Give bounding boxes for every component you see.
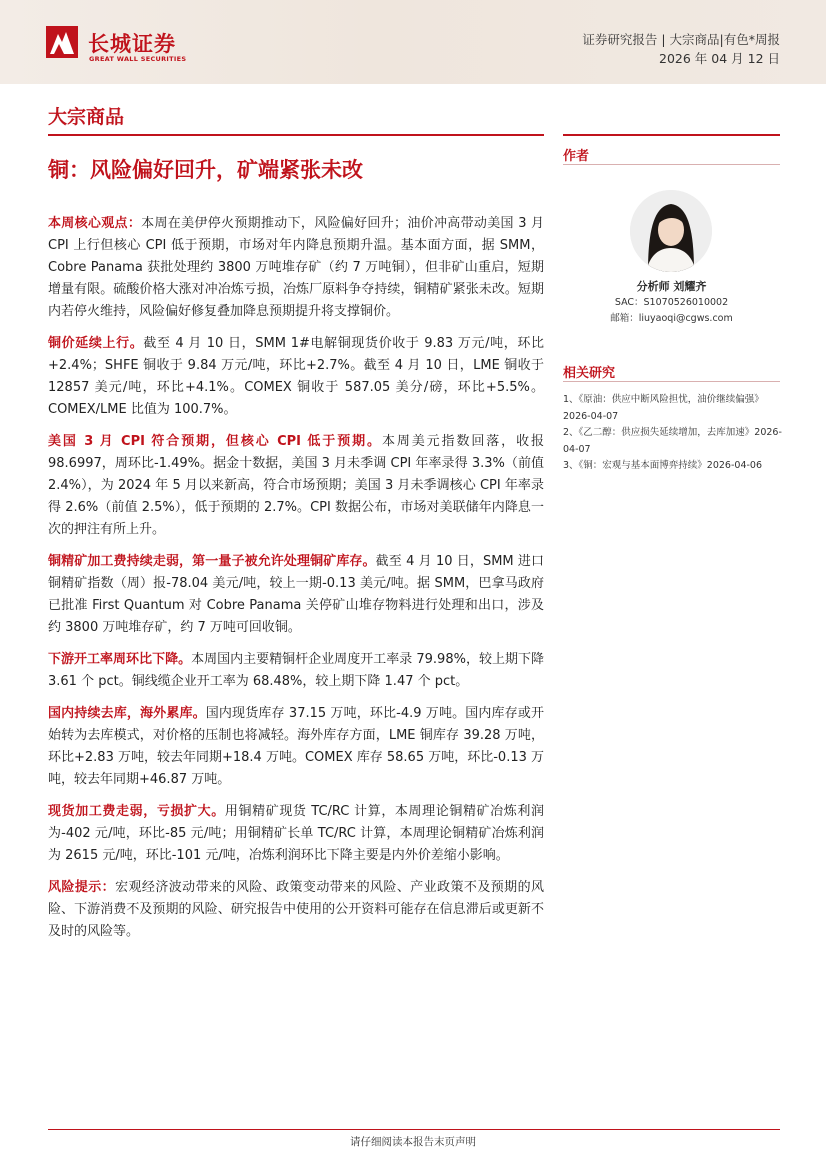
paragraph-downstream [48,649,544,693]
brand-name-en: GREAT WALL SECURITIES [89,55,187,63]
para-heading: 下游开工率周环比下降。 [48,652,192,667]
analyst-portrait-icon [630,190,712,272]
para-text: 本周在美伊停火预期推动下，风险偏好回升；油价冲高带动美国 3 月 CPI 上行但核心 CPI 低于预期，市场对年内降息预期升温。基本面方面，据 SMM，Cobre Panama 获批处理约 3800 万吨堆存矿（约 7 万吨铜），但非矿山重启，短期增量有限。硫酸价格大涨对冲冶炼亏损，冶炼厂原料争夺持续，铜精矿紧张未改。短期内若停火维持，风险偏好修复叠加降息预期提升将支撑铜价。 [48,216,544,319]
main-divider [48,134,544,136]
para-text: 截至 4 月 10 日，SMM 进口铜精矿指数（周）报-78.04 美元/吨，较上一期-0.13 美元/吨。据 SMM，巴拿马政府已批准 First Quantum 对 Cobre Panama 关停矿山堆存物料进行处理和出口，涉及约 3800 万吨堆存矿，约 7 万吨可回收铜。 [48,554,544,635]
sidebar-divider [563,134,780,136]
author-heading: 作者 [563,149,590,164]
report-title: 铜：风险偏好回升，矿端紧张未改 [48,158,363,182]
analyst-email[interactable]: 邮箱：liuyaoqi@cgws.com [610,313,733,324]
related-item[interactable]: 2、《乙二醇：供应损失延续增加，去库加速》2026-04-07 [563,427,782,455]
para-text: 国内现货库存 37.15 万吨，环比-4.9 万吨。国内库存或开始转为去库模式，对价格的压制也将减轻。海外库存方面，LME 铜库存 39.28 万吨，环比+2.83 万吨，较去年同期+18.4 万吨。COMEX 库存 58.65 万吨，环比-0.13 万吨，较去年同期+46.87 万吨。 [48,706,544,787]
para-heading: 铜价延续上行。 [48,336,144,351]
analyst-sac: SAC：S1070526010002 [614,297,729,308]
para-heading: 美国 3 月 CPI 符合预期，但核心 CPI 低于预期。 [48,434,382,449]
related-heading: 相关研究 [563,366,616,381]
para-heading: 国内持续去库，海外累库。 [48,706,206,721]
report-date: 2026 年 04 月 12 日 [659,51,780,66]
para-text: 宏观经济波动带来的风险、政策变动带来的风险、产业政策不及预期的风险、下游消费不及预期的风险、研究报告中使用的公开资料可能存在信息滞后或更新不及时的风险等。 [48,880,544,939]
paragraph-risk [48,877,544,943]
analyst-photo [630,190,712,272]
paragraph-inventory [48,703,544,791]
para-heading: 铜精矿加工费持续走弱，第一量子被允许处理铜矿库存。 [48,554,376,569]
para-text: 本周美元指数回落，收报 98.6997，周环比-1.49%。据金十数据，美国 3 月未季调 CPI 年率录得 3.3%（前值 2.4%），为 2024 年 5 月以来新高，符合市场预期；美国 3 月未季调核心 CPI 年率录得 2.6%（前值 2.5%），低于预期的 2.7%。CPI 数据公布，市场对美联储年内降息一次的押注有所上升。 [48,434,544,537]
paragraph-copper-price [48,333,544,421]
analyst-name: 分析师 刘耀齐 [636,280,707,293]
para-text: 本周国内主要精铜杆企业周度开工率录 79.98%，较上期下降 3.61 个 pct。铜线缆企业开工率为 68.48%，较上期下降 1.47 个 pct。 [48,652,544,689]
paragraph-concentrate-tc [48,551,544,639]
section-label: 大宗商品 [48,106,125,128]
related-item[interactable]: 3、《铜：宏观与基本面博弈持续》2026-04-06 [563,460,763,471]
related-list [563,392,787,475]
footer-rule [48,1129,780,1130]
related-item[interactable]: 1、《原油：供应中断风险担忧，油价继续偏强》2026-04-07 [563,394,764,422]
para-heading: 风险提示： [48,880,116,895]
paragraph-smelting [48,801,544,867]
report-body [48,213,544,953]
para-text: 截至 4 月 10 日，SMM 1#电解铜现货价收于 9.83 万元/吨，环比+2.4%；SHFE 铜收于 9.84 万元/吨，环比+2.7%。截至 4 月 10 日，LME 铜收于 12857 美元/吨，环比+4.1%。COMEX 铜收于 587.05 美分/磅，环比+5.5%。COMEX/LME 比值为 100.7%。 [48,336,544,417]
para-text: 用铜精矿现货 TC/RC 计算，本周理论铜精矿冶炼利润为-402 元/吨，环比-85 元/吨；用铜精矿长单 TC/RC 计算，本周理论铜精矿冶炼利润为 2615 元/吨，环比-101 元/吨，冶炼利润环比下降主要是内外价差缩小影响。 [48,804,544,863]
great-wall-logo-icon [44,24,80,60]
paragraph-us-cpi [48,431,544,541]
related-rule [563,381,780,382]
para-heading: 现货加工费走弱，亏损扩大。 [48,804,225,819]
brand-name: 长城证券 [88,32,176,56]
para-heading: 本周核心观点： [48,216,142,231]
author-rule [563,164,780,165]
report-type: 证券研究报告 | 大宗商品|有色*周报 [582,32,780,47]
footer-disclaimer: 请仔细阅读本报告末页声明 [350,1136,476,1148]
paragraph-core-view [48,213,544,323]
report-meta [582,30,780,68]
